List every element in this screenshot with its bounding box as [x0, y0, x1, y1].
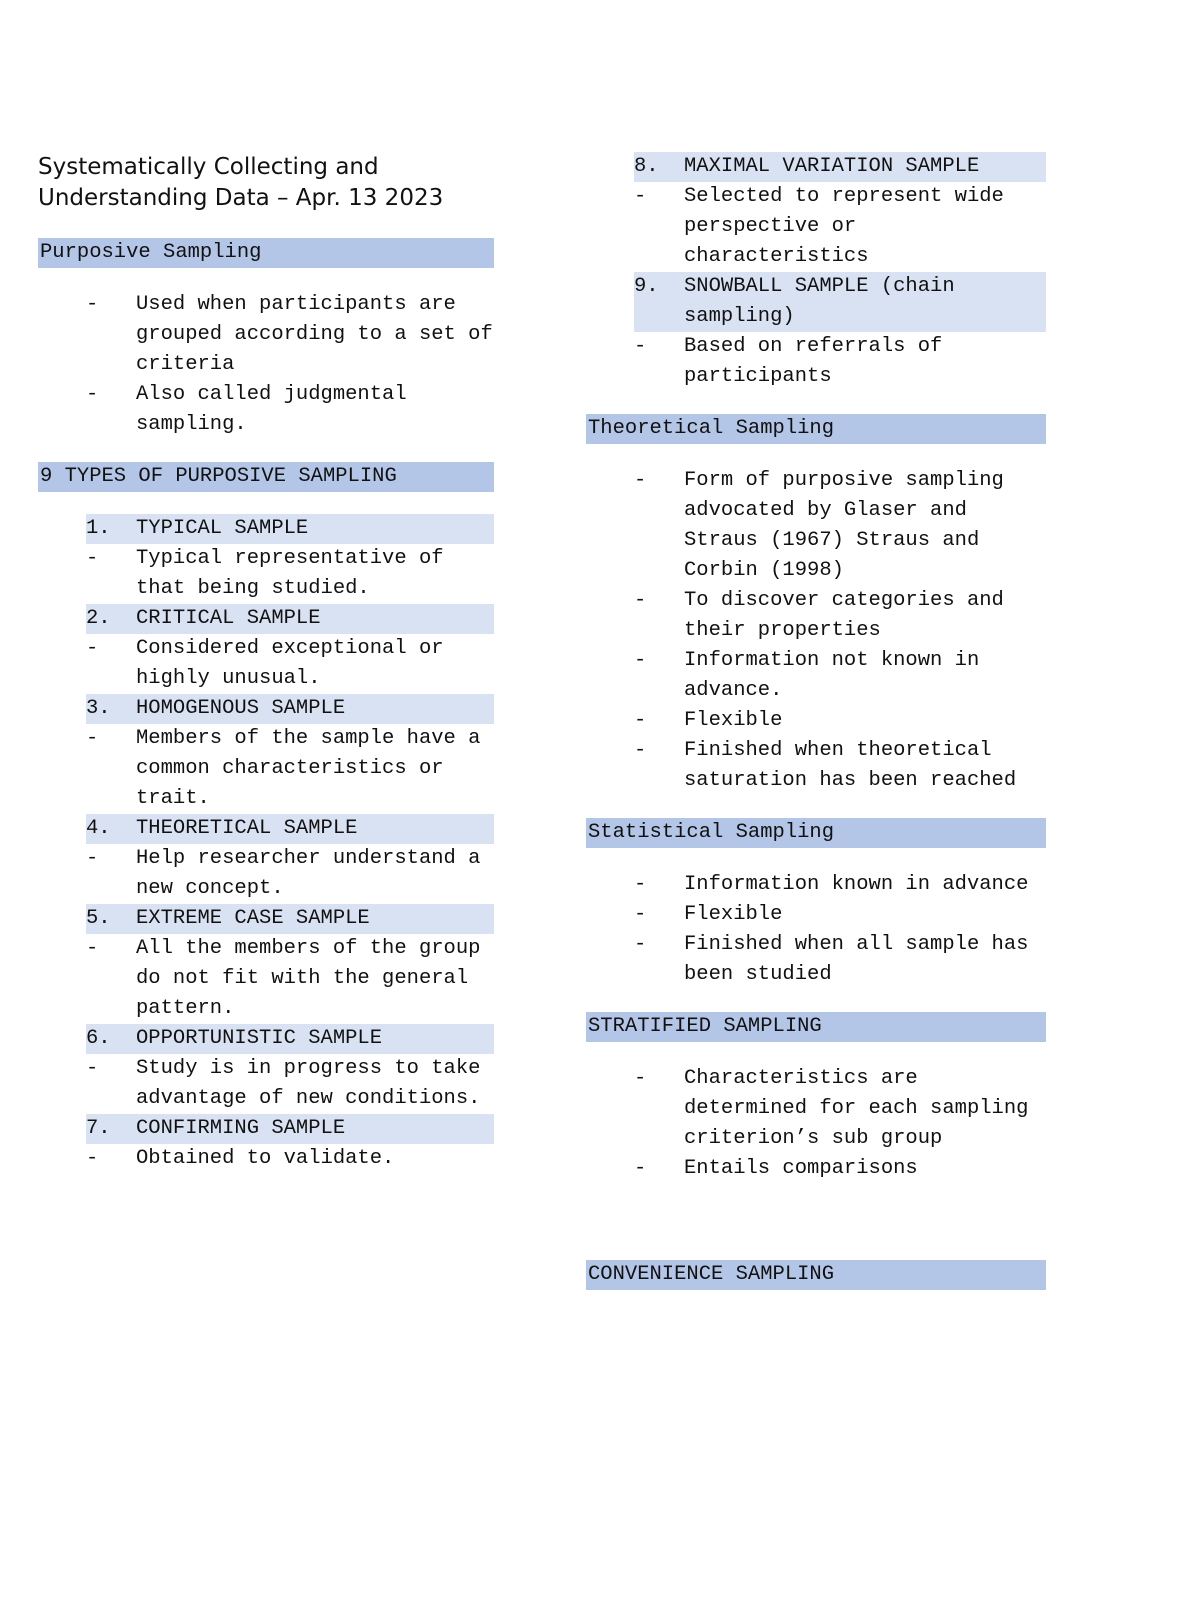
list-item: - To discover categories and their properties — [634, 589, 1004, 642]
type-heading-snowball: 9. SNOWBALL SAMPLE (chain sampling) — [634, 272, 1046, 332]
list-item: - Flexible — [634, 903, 783, 926]
list-item: - Considered exceptional or highly unusual. — [86, 637, 444, 690]
right-column — [586, 152, 1046, 1290]
type-heading-opportunistic: 6. OPPORTUNISTIC SAMPLE — [86, 1024, 494, 1054]
list-item: - Members of the sample have a common characteristics or trait. — [86, 727, 481, 810]
type-bullets — [38, 544, 494, 604]
type-bullets — [38, 934, 494, 1024]
type-heading-theoretical: 4. THEORETICAL SAMPLE — [86, 814, 494, 844]
heading-purposive-sampling: Purposive Sampling — [38, 238, 494, 268]
statistical-bullets — [586, 870, 1046, 990]
title-line-1: Systematically Collecting and — [38, 154, 379, 180]
left-column — [38, 152, 494, 1174]
type-bullets — [586, 182, 1046, 272]
type-heading-typical: 1. TYPICAL SAMPLE — [86, 514, 494, 544]
list-item: - Based on referrals of participants — [634, 335, 943, 388]
list-item: - Also called judgmental sampling. — [86, 383, 407, 436]
theoretical-bullets — [586, 466, 1046, 796]
list-item: - Characteristics are determined for each sampling criterion’s sub group — [634, 1067, 1029, 1150]
type-bullets — [586, 332, 1046, 392]
type-heading-maximal-variation: 8. MAXIMAL VARIATION SAMPLE — [634, 152, 1046, 182]
list-item: - Obtained to validate. — [86, 1147, 395, 1170]
purposive-bullets — [38, 290, 494, 440]
heading-statistical-sampling: Statistical Sampling — [586, 818, 1046, 848]
heading-convenience-sampling: CONVENIENCE SAMPLING — [586, 1260, 1046, 1290]
list-item: - Study is in progress to take advantage of new conditions. — [86, 1057, 481, 1110]
list-item: - All the members of the group do not fit with the general pattern. — [86, 937, 481, 1020]
stratified-bullets — [586, 1064, 1046, 1184]
type-bullets — [38, 1144, 494, 1174]
type-heading-critical: 2. CRITICAL SAMPLE — [86, 604, 494, 634]
type-bullets — [38, 724, 494, 814]
list-item: - Help researcher understand a new concept. — [86, 847, 481, 900]
type-bullets — [38, 844, 494, 904]
list-item: - Finished when all sample has been studied — [634, 933, 1029, 986]
document-title — [38, 152, 494, 214]
heading-types-of-purposive-sampling: 9 TYPES OF PURPOSIVE SAMPLING — [38, 462, 494, 492]
list-item: - Typical representative of that being studied. — [86, 547, 444, 600]
type-bullets — [38, 1054, 494, 1114]
heading-stratified-sampling: STRATIFIED SAMPLING — [586, 1012, 1046, 1042]
type-heading-extreme-case: 5. EXTREME CASE SAMPLE — [86, 904, 494, 934]
list-item: - Used when participants are grouped according to a set of criteria — [86, 293, 493, 376]
list-item: - Selected to represent wide perspective or characteristics — [634, 185, 1004, 268]
list-item: - Information not known in advance. — [634, 649, 980, 702]
list-item: - Form of purposive sampling advocated by Glaser and Straus (1967) Straus and Corbin (1998) — [634, 469, 1004, 582]
list-item: - Finished when theoretical saturation has been reached — [634, 739, 1017, 792]
type-bullets — [38, 634, 494, 694]
type-heading-homogenous: 3. HOMOGENOUS SAMPLE — [86, 694, 494, 724]
list-item: - Flexible — [634, 709, 783, 732]
list-item: - Entails comparisons — [634, 1157, 918, 1180]
type-heading-confirming: 7. CONFIRMING SAMPLE — [86, 1114, 494, 1144]
list-item: - Information known in advance — [634, 873, 1029, 896]
title-line-2: Understanding Data – Apr. 13 2023 — [38, 185, 444, 211]
heading-theoretical-sampling: Theoretical Sampling — [586, 414, 1046, 444]
